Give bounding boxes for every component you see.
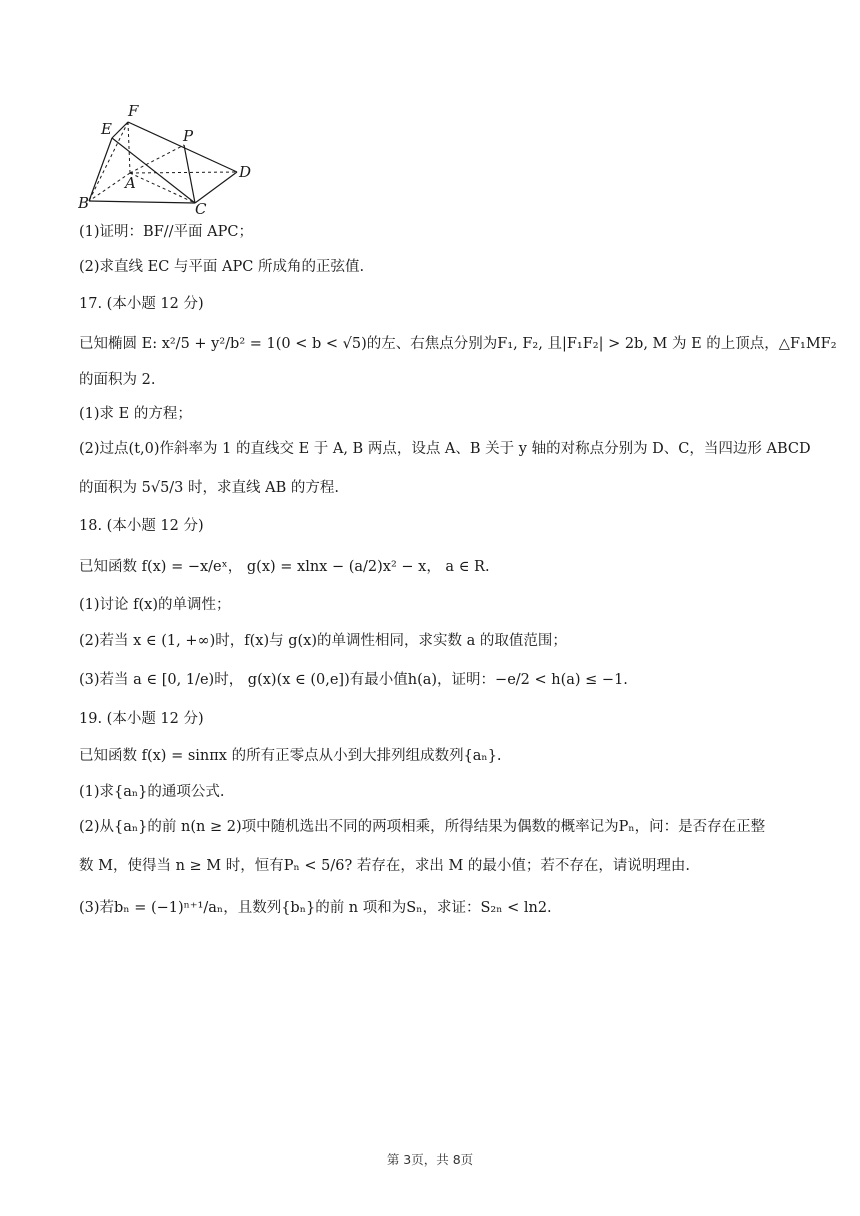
q18-header: 18. (本小题 12 分) xyxy=(79,518,204,534)
q19-part2-line1: (2)从{aₙ}的前 n(n ≥ 2)项中随机选出不同的两项相乘，所得结果为偶数的概率记为Pₙ，问：是否存在正整 xyxy=(79,819,766,835)
q16-part1: (1)证明：BF//平面 APC； xyxy=(79,224,253,240)
q17-stem-line1: 已知椭圆 E: x²/5 + y²/b² = 1(0 < b < √5)的左、右焦点分别为F₁, F₂, 且|F₁F₂| > 2b, M 为 E 的上顶点，△F₁MF₂ xyxy=(79,336,837,352)
q17-part2-line2: 的面积为 5√5/3 时，求直线 AB 的方程. xyxy=(79,480,339,496)
q17-part2-line1: (2)过点(t,0)作斜率为 1 的直线交 E 于 A, B 两点，设点 A、B 关于 y 轴的对称点分别为 D、C，当四边形 ABCD xyxy=(79,441,811,457)
q17-part1: (1)求 E 的方程； xyxy=(79,406,192,422)
geometry-figure xyxy=(78,100,268,220)
label-B: B xyxy=(78,194,90,212)
label-D: D xyxy=(239,163,252,181)
label-E: E xyxy=(101,120,112,138)
label-F: F xyxy=(128,102,139,120)
q18-part2: (2)若当 x ∈ (1, +∞)时，f(x)与 g(x)的单调性相同，求实数 a 的取值范围； xyxy=(79,633,567,649)
q19-part2-line2: 数 M，使得当 n ≥ M 时，恒有Pₙ < 5/6? 若存在，求出 M 的最小值；若不存在，请说明理由. xyxy=(79,858,691,874)
page-footer: 第 3页，共 8页 xyxy=(386,1152,474,1167)
q18-stem: 已知函数 f(x) = −x/eˣ， g(x) = xlnx − (a/2)x² − x， a ∈ R. xyxy=(79,559,490,575)
q19-header: 19. (本小题 12 分) xyxy=(79,711,204,727)
label-P: P xyxy=(183,127,194,145)
q18-part3: (3)若当 a ∈ [0, 1/e)时， g(x)(x ∈ (0,e])有最小值h(a)，证明：−e/2 < h(a) ≤ −1. xyxy=(79,672,628,688)
q19-part1: (1)求{aₙ}的通项公式. xyxy=(79,784,225,800)
q16-part2: (2)求直线 EC 与平面 APC 所成角的正弦值. xyxy=(79,259,365,275)
q19-part3: (3)若bₙ = (−1)ⁿ⁺¹/aₙ，且数列{bₙ}的前 n 项和为Sₙ，求证：S₂ₙ < ln2. xyxy=(79,900,552,916)
q17-stem-line2: 的面积为 2. xyxy=(79,372,156,388)
label-C: C xyxy=(195,200,207,218)
q19-stem: 已知函数 f(x) = sinπx 的所有正零点从小到大排列组成数列{aₙ}. xyxy=(79,748,502,764)
q17-header: 17. (本小题 12 分) xyxy=(79,296,204,312)
label-A: A xyxy=(125,174,136,192)
q18-part1: (1)讨论 f(x)的单调性； xyxy=(79,597,231,613)
